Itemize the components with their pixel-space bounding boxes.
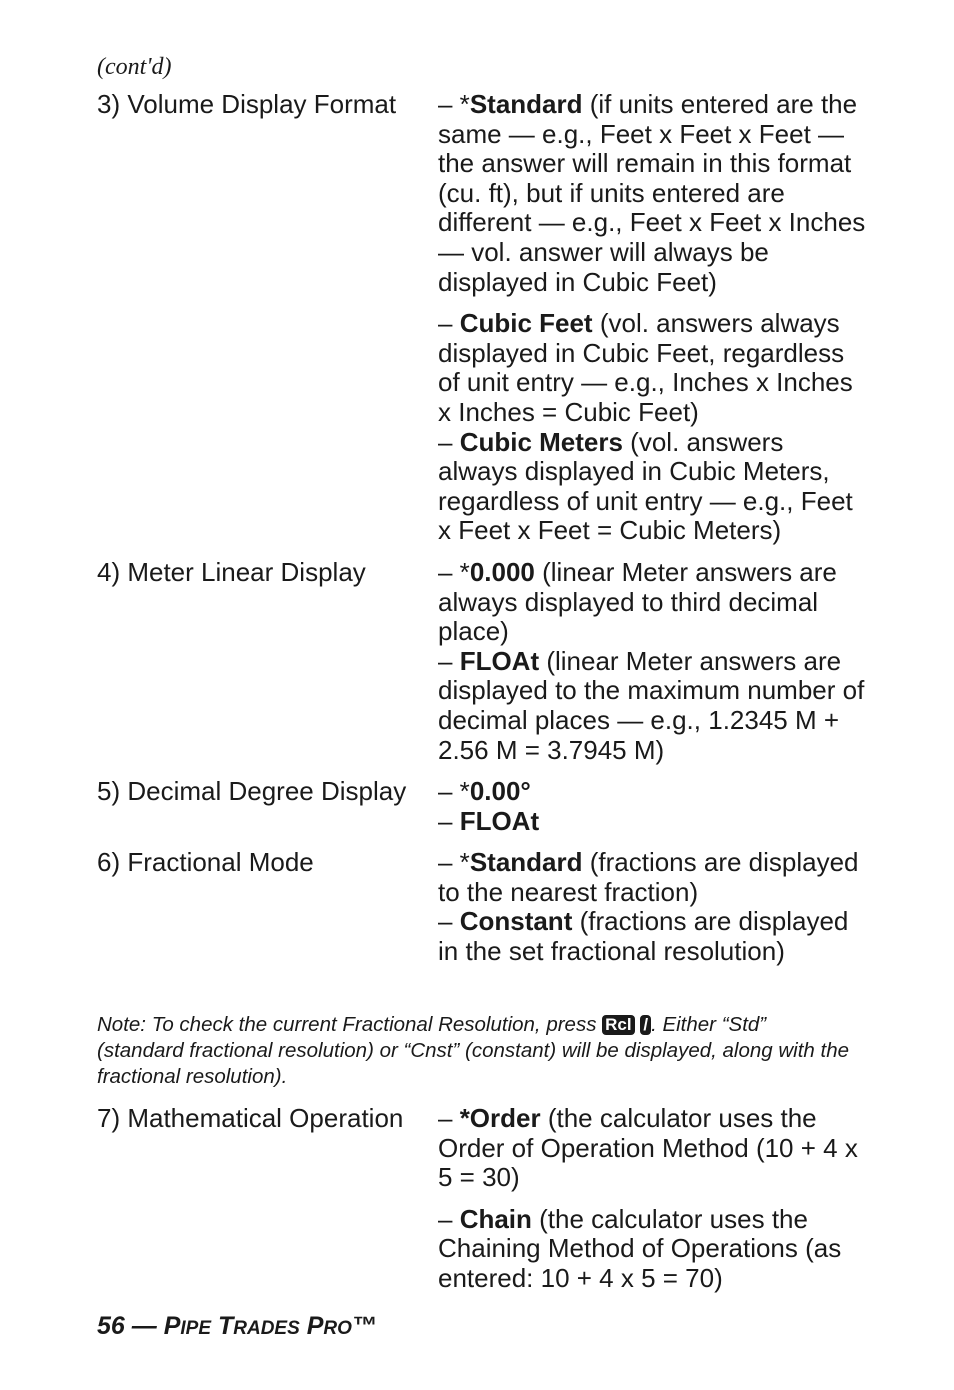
page-footer: 56 — PIPE TRADES PRO™ <box>97 1312 377 1340</box>
note-text-continued: . Either “Std” (standard fractional resolution) or “Cnst” (constant) will be displayed, along with the fractional resolution). <box>97 1013 850 1088</box>
option-cubic-feet: – Cubic Feet (vol. answers always displayed in Cubic Feet, regardless of unit entry — e.g., Inches x Inches x Inches = Cubic Feet) <box>438 308 853 427</box>
setting-label: 4) Meter Linear Display <box>97 557 366 587</box>
option-two-decimals: – *0.00° <box>438 776 531 806</box>
option-chain: – Chain (the calculator uses the Chaining Method of Operations (as entered: 10 + 4 x 5 = 70) <box>438 1203 842 1293</box>
option-float: – FLOAt <box>438 805 540 836</box>
setting-options <box>438 777 866 836</box>
option-order: – *Order (the calculator uses the Order of Operation Method (10 + 4 x 5 = 30) <box>438 1103 858 1193</box>
divide-key-icon: / <box>640 1015 651 1035</box>
rcl-key-icon: Rcl <box>602 1015 634 1035</box>
setting-options <box>438 90 866 546</box>
option-cubic-meters: – Cubic Meters (vol. answers always displayed in Cubic Meters, regardless of unit entry — e.g., Feet x Feet x Feet = Cubic Meters) <box>438 426 853 546</box>
page-number: 56 <box>97 1312 125 1340</box>
setting-label: 6) Fractional Mode <box>97 847 314 877</box>
option-float: – FLOAt (linear Meter answers are displayed to the maximum number of decimal places — e.g., 1.2345 M + 2.56 M = 3.7945 M) <box>438 645 865 765</box>
setting-label: 5) Decimal Degree Display <box>97 776 407 806</box>
option-three-decimals: – *0.000 (linear Meter answers are always displayed to third decimal place) <box>438 557 837 647</box>
setting-options <box>438 848 866 966</box>
option-standard: – *Standard (fractions are displayed to the nearest fraction) <box>438 847 859 907</box>
setting-options <box>438 558 866 765</box>
note-paragraph <box>97 1012 857 1090</box>
setting-options <box>438 1104 866 1294</box>
continued-label: (cont'd) <box>97 54 172 80</box>
option-constant: – Constant (fractions are displayed in the set fractional resolution) <box>438 906 849 966</box>
setting-label: 3) Volume Display Format <box>97 89 397 119</box>
option-standard: – *Standard (if units entered are the same — e.g., Feet x Feet x Feet — the answer will remain in this format (cu. ft), but if units entered are different — e.g., Feet x Feet x Inches — vol. answer will always be displayed in Cubic Feet) <box>438 89 866 297</box>
book-title: PIPE TRADES PRO™ <box>163 1312 377 1340</box>
setting-label: 7) Mathematical Operation <box>97 1103 404 1133</box>
note-text: Note: To check the current Fractional Resolution, press <box>97 1013 603 1036</box>
